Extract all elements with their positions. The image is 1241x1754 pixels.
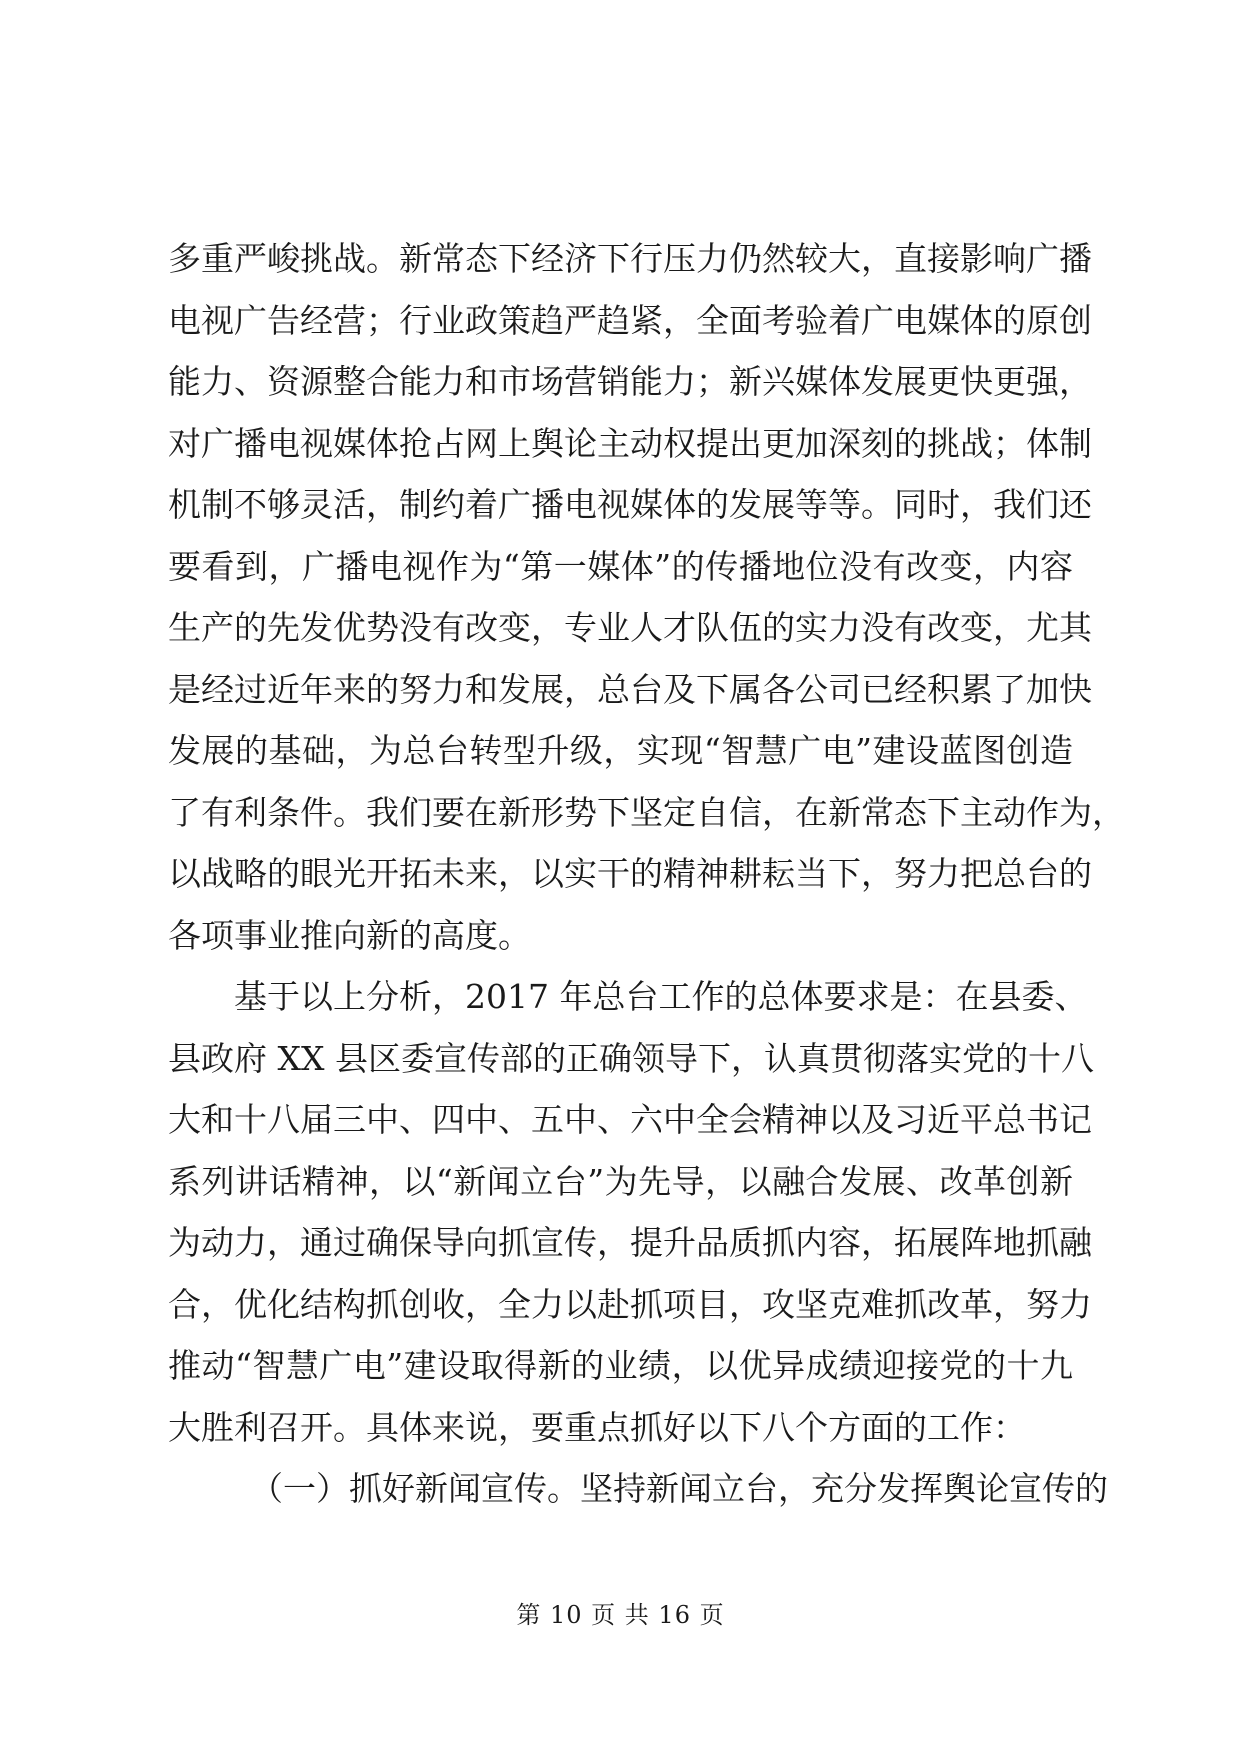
section-heading-line: （一）抓好新闻宣传。坚持新闻立台，充分发挥舆论宣传的: [250, 1469, 1108, 1508]
paragraph-line: 能力、资源整合能力和市场营销能力；新兴媒体发展更快更强，: [168, 362, 1092, 401]
paragraph-line: 为动力，通过确保导向抓宣传，提升品质抓内容，拓展阵地抓融: [168, 1223, 1092, 1262]
page-footer: 第 10 页 共 16 页: [516, 1601, 725, 1629]
paragraph-line: 是经过近年来的努力和发展，总台及下属各公司已经积累了加快: [168, 669, 1092, 709]
paragraph-line: 推动“智慧广电”建设取得新的业绩，以优异成绩迎接党的十九: [168, 1346, 1073, 1385]
paragraph-line: 多重严峻挑战。新常态下经济下行压力仍然较大，直接影响广播: [168, 239, 1092, 278]
paragraph-line: 基于以上分析，2017 年总台工作的总体要求是：在县委、: [234, 977, 1088, 1016]
document-body: [168, 228, 1125, 1520]
paragraph-line: 电视广告经营；行业政策趋严趋紧，全面考验着广电媒体的原创: [168, 300, 1092, 340]
paragraph-line: 县政府 XX 县区委宣传部的正确领导下，认真贯彻落实党的十八: [168, 1038, 1094, 1078]
paragraph-line: 生产的先发优势没有改变，专业人才队伍的实力没有改变，尤其: [168, 608, 1092, 647]
paragraph-line: 发展的基础，为总台转型升级，实现“智慧广电”建设蓝图创造: [168, 731, 1073, 770]
paragraph-line: 要看到，广播电视作为“第一媒体”的传播地位没有改变，内容: [168, 546, 1073, 586]
paragraph-line: 系列讲话精神，以“新闻立台”为先导，以融合发展、改革创新: [168, 1161, 1073, 1201]
paragraph-line: 了有利条件。我们要在新形势下坚定自信，在新常态下主动作为，: [168, 792, 1125, 832]
paragraph-line: 合，优化结构抓创收，全力以赴抓项目，攻坚克难抓改革，努力: [168, 1284, 1092, 1324]
paragraph-line: 机制不够灵活，制约着广播电视媒体的发展等等。同时，我们还: [168, 485, 1092, 524]
paragraph-line: 大和十八届三中、四中、五中、六中全会精神以及习近平总书记: [168, 1100, 1092, 1139]
paragraph-line: 以战略的眼光开拓未来，以实干的精神耕耘当下，努力把总台的: [168, 854, 1092, 893]
paragraph-line: 大胜利召开。具体来说，要重点抓好以下八个方面的工作：: [168, 1407, 1026, 1447]
paragraph-line: 各项事业推向新的高度。: [168, 915, 531, 955]
paragraph-line: 对广播电视媒体抢占网上舆论主动权提出更加深刻的挑战；体制: [168, 423, 1092, 463]
